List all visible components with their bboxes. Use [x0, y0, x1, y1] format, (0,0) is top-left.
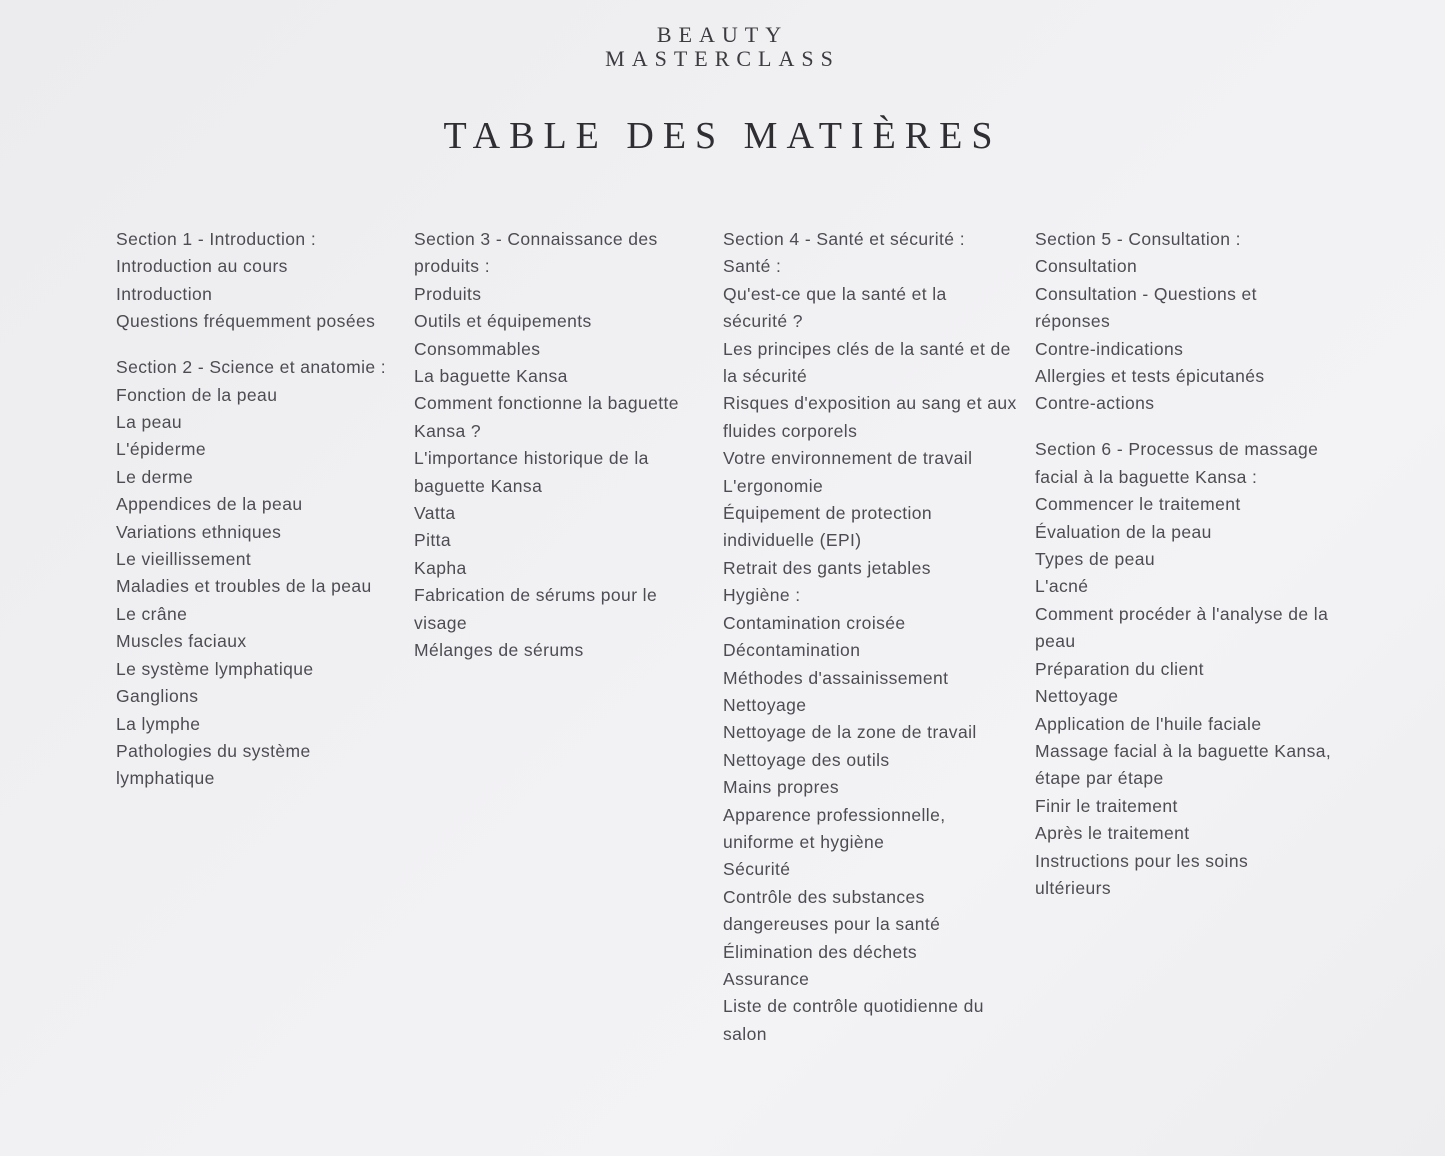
toc-entry: Consommables [414, 338, 541, 359]
toc-section-heading: Section 3 - Connaissance des [414, 229, 658, 249]
toc-entry: L'importance historique de la [414, 448, 649, 469]
toc-entry: Maladies et troubles de la peau [116, 576, 372, 597]
toc-entry: Évaluation de la peau [1035, 521, 1212, 542]
toc-entry: L'acné [1035, 576, 1089, 597]
toc-entry: Nettoyage de la zone de travail [723, 722, 977, 743]
toc-entry: fluides corporels [723, 420, 858, 441]
toc-entry: La baguette Kansa [414, 366, 568, 387]
toc-entry: Massage facial à la baguette Kansa, [1035, 740, 1332, 761]
toc-entry: Comment fonctionne la baguette [414, 393, 679, 414]
toc-entry: individuelle (EPI) [723, 530, 862, 551]
toc-entry: Sécurité [723, 859, 791, 880]
toc-entry: La peau [116, 412, 183, 433]
toc-entry: Types de peau [1035, 549, 1156, 570]
toc-entry: Liste de contrôle quotidienne du [723, 996, 984, 1017]
toc-entry: Après le traitement [1035, 823, 1190, 844]
toc-entry: Appendices de la peau [116, 494, 303, 515]
toc-entry: Pathologies du système [116, 740, 311, 761]
toc-entry: ultérieurs [1035, 877, 1111, 898]
toc-entry: Instructions pour les soins [1035, 850, 1249, 871]
section-spacer [116, 336, 406, 355]
toc-entry: Ganglions [116, 686, 199, 707]
toc-entry: Introduction au cours [116, 256, 288, 277]
toc-entry: Le vieillissement [116, 549, 252, 570]
page-title: TABLE DES MATIÈRES [443, 115, 1002, 157]
toc-section-heading: Section 2 - Science et anatomie : [116, 357, 387, 378]
toc-entry: Apparence professionnelle, [723, 804, 946, 825]
toc-entry: Pitta [414, 530, 452, 551]
toc-entry: La lymphe [116, 713, 201, 734]
toc-entry: Les principes clés de la santé et de [723, 338, 1011, 359]
toc-entry: Allergies et tests épicutanés [1035, 366, 1265, 387]
toc-entry: Contre-indications [1035, 338, 1184, 359]
toc-entry: L'ergonomie [723, 475, 824, 496]
toc-section-heading: Section 4 - Santé et sécurité : [723, 229, 965, 249]
toc-entry: Mélanges de sérums [414, 640, 584, 661]
toc-entry: Kansa ? [414, 420, 482, 441]
toc-entry: Nettoyage [1035, 686, 1119, 707]
toc-entry: Muscles faciaux [116, 631, 247, 652]
toc-entry: étape par étape [1035, 768, 1164, 789]
toc-column-4 [1035, 226, 1345, 902]
toc-entry: Introduction [116, 283, 213, 304]
toc-entry: Produits [414, 283, 482, 304]
toc-entry: Assurance [723, 968, 810, 989]
toc-entry: Contre-actions [1035, 393, 1155, 414]
toc-entry: réponses [1035, 311, 1111, 332]
toc-entry: lymphatique [116, 768, 215, 789]
toc-entry: Contamination croisée [723, 612, 906, 633]
toc-entry: baguette Kansa [414, 475, 543, 496]
toc-entry: Consultation - Questions et [1035, 283, 1257, 304]
toc-entry: dangereuses pour la santé [723, 914, 941, 935]
toc-entry: sécurité ? [723, 311, 803, 332]
toc-entry: peau [1035, 631, 1076, 652]
toc-entry: Qu'est-ce que la santé et la [723, 283, 947, 304]
toc-entry: Fonction de la peau [116, 384, 278, 405]
toc-entry: Le derme [116, 466, 194, 487]
toc-entry: Risques d'exposition au sang et aux [723, 393, 1017, 414]
toc-entry: Finir le traitement [1035, 795, 1178, 816]
toc-entry: Santé : [723, 256, 782, 277]
toc-column-3 [723, 226, 1028, 1048]
toc-entry: Questions fréquemment posées [116, 311, 376, 332]
toc-entry: Décontamination [723, 640, 861, 661]
toc-entry: Fabrication de sérums pour le [414, 585, 658, 606]
toc-entry: Consultation [1035, 256, 1138, 277]
toc-entry: Kapha [414, 557, 467, 578]
section-spacer [1035, 418, 1345, 437]
toc-column-1 [116, 226, 406, 793]
toc-entry: Comment procéder à l'analyse de la [1035, 603, 1329, 624]
toc-section-heading: Section 6 - Processus de massage [1035, 439, 1319, 460]
toc-entry: la sécurité [723, 366, 808, 387]
toc-entry: uniforme et hygiène [723, 831, 885, 852]
toc-entry: Mains propres [723, 777, 840, 798]
toc-entry: Application de l'huile faciale [1035, 713, 1262, 734]
brand-line-2: MASTERCLASS [605, 46, 840, 71]
toc-entry: Vatta [414, 503, 456, 524]
toc-entry: visage [414, 612, 467, 633]
brand-line-1: BEAUTY [656, 22, 789, 47]
toc-entry: Le crâne [116, 603, 188, 624]
toc-entry: Préparation du client [1035, 658, 1204, 679]
toc-entry: Retrait des gants jetables [723, 557, 931, 578]
toc-entry: Nettoyage des outils [723, 749, 890, 770]
toc-entry: Votre environnement de travail [723, 448, 973, 469]
toc-entry: Le système lymphatique [116, 658, 314, 679]
toc-entry: Nettoyage [723, 694, 807, 715]
toc-column-2 [414, 226, 714, 665]
toc-section-heading: Section 5 - Consultation : [1035, 229, 1241, 249]
toc-entry: Outils et équipements [414, 311, 592, 332]
toc-entry: Méthodes d'assainissement [723, 667, 949, 688]
toc-entry: Commencer le traitement [1035, 494, 1241, 515]
toc-entry: facial à la baguette Kansa : [1035, 466, 1258, 487]
toc-entry: produits : [414, 256, 490, 277]
toc-entry: Élimination des déchets [723, 941, 918, 962]
toc-entry: salon [723, 1023, 767, 1044]
toc-entry: Variations ethniques [116, 521, 282, 542]
toc-entry: Contrôle des substances [723, 886, 925, 907]
toc-entry: Hygiène : [723, 585, 801, 606]
toc-section-heading: Section 1 - Introduction : [116, 229, 317, 249]
toc-entry: L'épiderme [116, 439, 207, 460]
toc-entry: Équipement de protection [723, 503, 933, 524]
